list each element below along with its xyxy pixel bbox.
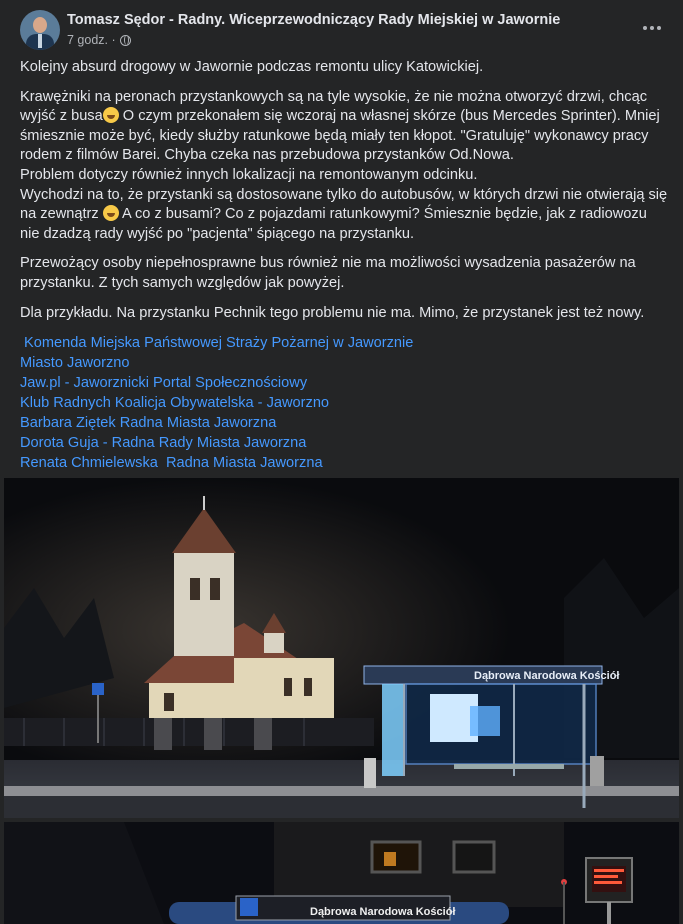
grinning-face-icon xyxy=(103,205,119,221)
shelter-sign: Dąbrowa Narodowa Kościół xyxy=(474,670,620,682)
globe-icon xyxy=(120,35,131,46)
paragraph: Wychodzi na to, że przystanki są dostosowane tylko do autobusów, w których drzwi nie otwierają się na zewnątrz xyxy=(20,186,668,223)
tag-link[interactable]: Renata Chmielewska Radna Miasta Jaworzna xyxy=(20,455,323,472)
paragraph: Dla przykładu. Na przystanku Pechnik tego problemu nie ma. Mimo, że przystanek jest też nowy. xyxy=(20,304,645,321)
tag-link[interactable]: Klub Radnych Koalicja Obywatelska - Jaworzno xyxy=(20,395,330,412)
post-photo-bus-stop-sign[interactable] xyxy=(4,822,679,924)
tagged-pages xyxy=(20,333,668,473)
night-scene xyxy=(4,478,679,818)
paragraph-group xyxy=(20,88,668,245)
night-scene-2 xyxy=(4,822,679,924)
post-photo-church-bus-stop[interactable] xyxy=(4,478,679,818)
post-meta xyxy=(67,33,131,47)
paragraph: A co z busami? Co z pojazdami ratunkowymi? Śmiesznie będzie, jak z radiowozu nie dzadzą rady wyjść po "pacjenta" śpiącego na przystanku. xyxy=(20,206,647,242)
post-timestamp[interactable]: 7 godz. · xyxy=(67,33,116,47)
tag-link[interactable]: Komenda Miejska Państwowej Straży Pożarnej w Jaworznie xyxy=(20,335,414,352)
paragraph: Krawężniki na peronach przystankowych są na tyle wysokie, że nie można otworzyć drzwi, chcąc wyjść z busa xyxy=(20,88,647,125)
tag-link[interactable]: Jaw.pl - Jaworznicki Portal Społecznościowy xyxy=(20,375,308,392)
author-avatar[interactable] xyxy=(20,10,60,50)
facebook-post xyxy=(4,0,679,924)
post-header xyxy=(20,10,670,54)
paragraph: Problem dotyczy również innych lokalizacji na remontowanym odcinku. xyxy=(20,166,478,183)
tag-link[interactable]: Barbara Ziętek Radna Miasta Jaworzna xyxy=(20,415,277,432)
tag-link[interactable]: Dorota Guja - Radna Rady Miasta Jaworzna xyxy=(20,435,307,452)
post-text xyxy=(20,58,668,473)
grinning-face-icon xyxy=(103,107,119,123)
paragraph: O czym przekonałem się wczoraj na własnej skórze (bus Mercedes Sprinter). Mniej śmiesznie może być, kiedy służby ratunkowe będą miały ten kłopot. "Gratuluję" wykonawcy pracy rodem z filmów Barei. Chyba czeka nas przebudowa przystanków Od.Nowa. xyxy=(20,108,660,164)
shelter-sign-2: Dąbrowa Narodowa Kościół xyxy=(310,906,456,918)
tag-link[interactable]: Miasto Jaworzno xyxy=(20,355,130,372)
paragraph: Kolejny absurd drogowy w Jawornie podczas remontu ulicy Katowickiej. xyxy=(20,59,484,75)
more-options-icon[interactable] xyxy=(638,18,666,38)
paragraph: Przewożący osoby niepełnosprawne bus również nie ma możliwości wysadzenia pasażerów na przystanku. Z tych samych względów jak powyżej. xyxy=(20,255,636,291)
author-name[interactable]: Tomasz Sędor - Radny. Wiceprzewodniczący Rady Miejskiej w Jawornie xyxy=(67,12,561,28)
